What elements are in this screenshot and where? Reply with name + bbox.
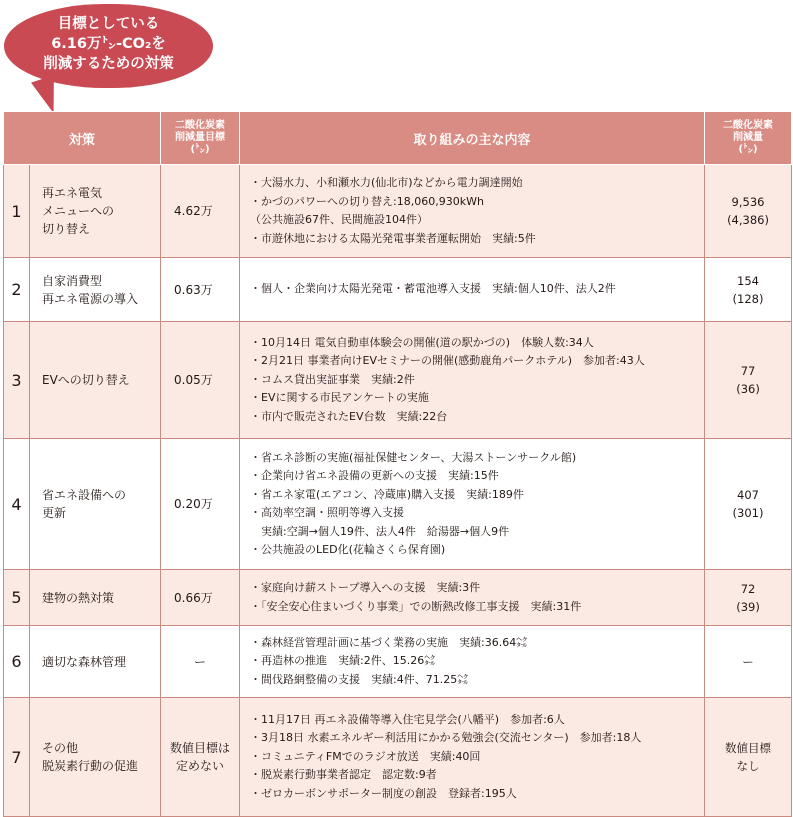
bubble-line: 6.16万㌧-CO₂を <box>51 36 166 52</box>
measure-name <box>30 698 161 817</box>
measure-name-line: 更新 <box>42 506 67 520</box>
content-item: ・森林経営管理計画に基づく業務の実施 実績:36.64㌶ <box>250 635 528 649</box>
measure-name-line: 切り替え <box>42 222 91 236</box>
content-item: ・企業向け省エネ設備の更新への支援 実績:15件 <box>250 469 499 482</box>
measure-name-line: メニューへの <box>42 204 115 218</box>
row-number: 5 <box>4 570 30 626</box>
reduction-target: 0.63万 <box>161 258 240 322</box>
header-content: 取り組みの主な内容 <box>240 112 705 165</box>
content-item: ・11月17日 再エネ設備等導入住宅見学会(八幡平) 参加者:6人 <box>250 712 565 726</box>
reduction-target: 0.05万 <box>161 322 240 439</box>
reduction-target: 数値目標は 定めない <box>161 698 240 817</box>
row-number: 2 <box>4 258 30 322</box>
measure-name-line: 再エネ電気 <box>42 186 103 200</box>
main-content <box>240 258 705 322</box>
result-line: 154 <box>737 273 759 288</box>
result-line: 77 <box>740 364 756 378</box>
reduction-target: 0.66万 <box>161 570 240 626</box>
content-item: ・コミュニティFMでのラジオ放送 実績:40回 <box>250 749 481 763</box>
measure-name-line: 自家消費型 <box>42 273 103 288</box>
main-content <box>240 165 705 258</box>
result-line: (128) <box>732 291 764 306</box>
table-row <box>4 258 792 322</box>
content-item: （公共施設67件、民間施設104件） <box>250 213 429 226</box>
result-line: (39) <box>736 599 760 614</box>
bubble-line: 目標としている <box>57 16 160 32</box>
result-line: 72 <box>740 581 756 596</box>
table-header-row <box>4 112 792 165</box>
content-item: ・大湯水力、小和瀬水力(仙北市)などから電力調達開始 <box>250 176 523 189</box>
content-item: ・省エネ診断の実施(福祉保健センター、大湯ストーンサークル館) <box>250 450 577 464</box>
table-row <box>4 322 792 439</box>
measure-name-line: 省エネ設備への <box>42 488 127 502</box>
bubble-line: 削減するための対策 <box>43 56 174 72</box>
table-row <box>4 626 792 698</box>
reduction-result <box>705 698 792 817</box>
main-content <box>240 570 705 626</box>
result-line: 9,536 <box>731 195 765 209</box>
table-row <box>4 698 792 817</box>
content-item: ・ゼロカーボンサポーター制度の創設 登録者:195人 <box>250 786 517 800</box>
reduction-result <box>705 322 792 439</box>
main-content <box>240 698 705 817</box>
measure-name-line: 再エネ電源の導入 <box>42 291 139 306</box>
header-target: 二酸化炭素 削減量目標 (㌧) <box>161 112 240 165</box>
measure-name-line: 建物の熱対策 <box>42 590 115 605</box>
measure-name <box>30 570 161 626</box>
content-item: 実績:空調→個人19件、法人4件 給湯器→個人9件 <box>250 524 510 538</box>
result-line: (4,386) <box>727 213 769 227</box>
content-item: ・公共施設のLED化(花輪さくら保育園) <box>250 543 446 556</box>
content-item: ・かづのパワーへの切り替え:18,060,930kWh <box>250 194 484 208</box>
content-item: ・10月14日 電気自動車体験会の開催(道の駅かづの) 体験人数:34人 <box>250 335 594 349</box>
reduction-target: ー <box>161 626 240 698</box>
content-item: ・省エネ家電(エアコン、冷蔵庫)購入支援 実績:189件 <box>250 487 524 501</box>
content-item: ・EVに関する市民アンケートの実施 <box>250 391 429 405</box>
result-line: (36) <box>736 382 760 396</box>
content-item: ・「安全安心住まいづくり事業」での断熱改修工事支援 実績:31件 <box>250 599 582 613</box>
content-item: ・市遊休地における太陽光発電事業者運転開始 実績:5件 <box>250 231 536 245</box>
content-item: ・再造林の推進 実績:2件、15.26㌶ <box>250 654 436 668</box>
measure-name-line: 適切な森林管理 <box>42 654 127 669</box>
measure-name <box>30 626 161 698</box>
reduction-target: 4.62万 <box>161 165 240 258</box>
reduction-result <box>705 165 792 258</box>
reduction-result <box>705 439 792 570</box>
content-item: ・市内で販売されたEV台数 実績:22台 <box>250 409 448 423</box>
reduction-result <box>705 570 792 626</box>
result-line: ー <box>742 654 754 669</box>
main-content <box>240 626 705 698</box>
row-number: 4 <box>4 439 30 570</box>
reduction-target: 0.20万 <box>161 439 240 570</box>
content-item: ・3月18日 水素エネルギー利活用にかかる勉強会(交流センター) 参加者:18人 <box>250 731 642 745</box>
measure-name-line: 脱炭素行動の促進 <box>42 759 139 773</box>
content-item: ・個人・企業向け太陽光発電・蓄電池導入支援 実績:個人10件、法人2件 <box>250 282 616 296</box>
header-measure: 対策 <box>4 112 161 165</box>
content-item: ・間伐路網整備の支援 実績:4件、71.25㌶ <box>250 672 469 686</box>
result-line: なし <box>736 759 760 773</box>
reduction-result <box>705 626 792 698</box>
measure-name <box>30 165 161 258</box>
result-line: 407 <box>737 488 759 502</box>
row-number: 7 <box>4 698 30 817</box>
table-row <box>4 165 792 258</box>
main-content <box>240 439 705 570</box>
content-item: ・家庭向け薪ストーブ導入への支援 実績:3件 <box>250 581 481 594</box>
header-result: 二酸化炭素 削減量 (㌧) <box>705 112 792 165</box>
measure-name-line: その他 <box>42 741 79 755</box>
table-row <box>4 439 792 570</box>
content-item: ・コムス貸出実証事業 実績:2件 <box>250 372 415 386</box>
result-line: 数値目標 <box>725 741 772 755</box>
goal-speech-bubble <box>4 4 213 88</box>
content-item: ・脱炭素行動事業者認定 認定数:9者 <box>250 768 437 782</box>
measure-name <box>30 322 161 439</box>
content-item: ・高効率空調・照明等導入支援 <box>250 506 405 519</box>
measure-name <box>30 439 161 570</box>
table-row <box>4 570 792 626</box>
row-number: 1 <box>4 165 30 258</box>
measures-table <box>3 111 792 817</box>
main-content <box>240 322 705 439</box>
reduction-result <box>705 258 792 322</box>
row-number: 3 <box>4 322 30 439</box>
measure-name-line: EVへの切り替え <box>42 373 130 387</box>
row-number: 6 <box>4 626 30 698</box>
result-line: (301) <box>732 506 764 520</box>
measure-name <box>30 258 161 322</box>
content-item: ・2月21日 事業者向けEVセミナーの開催(感動鹿角パークホテル) 参加者:43人 <box>250 354 645 368</box>
